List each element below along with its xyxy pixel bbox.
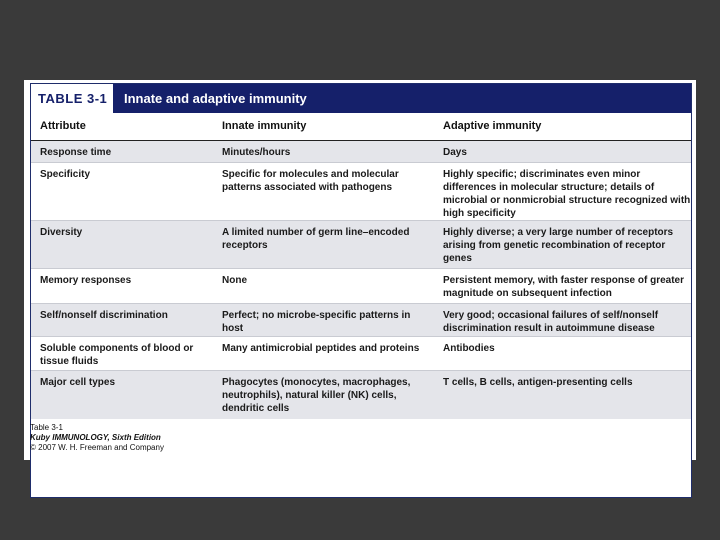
row-attribute: Soluble components of blood or tissue fluids <box>40 343 194 367</box>
caption-book-title: Kuby IMMUNOLOGY, Sixth Edition <box>30 433 161 442</box>
table-title: Innate and adaptive immunity <box>124 91 307 106</box>
row-adaptive: Highly diverse; a very large number of receptors arising from genetic recombination of receptor genes <box>443 227 674 264</box>
table-row <box>31 304 691 337</box>
table-row <box>31 269 691 304</box>
row-innate: Specific for molecules and molecular patterns associated with pathogens <box>222 169 399 193</box>
row-adaptive: Highly specific; discriminates even minor differences in molecular structure; details of microbial or nonmicrobial structure recognized with high specificity <box>443 169 691 219</box>
row-attribute: Memory responses <box>40 275 132 286</box>
table-row <box>31 371 691 419</box>
caption-copyright: © 2007 W. H. Freeman and Company <box>30 443 164 452</box>
row-adaptive: Days <box>443 147 467 158</box>
row-innate: Minutes/hours <box>222 147 291 158</box>
table-caption <box>30 423 164 453</box>
row-attribute: Major cell types <box>40 377 116 388</box>
column-header-adaptive: Adaptive immunity <box>443 120 542 132</box>
row-innate: Phagocytes (monocytes, macrophages, neutrophils), natural killer (NK) cells, dendritic cells <box>222 377 411 414</box>
row-adaptive: Persistent memory, with faster response of greater magnitude on subsequent infection <box>443 275 685 299</box>
column-header-innate: Innate immunity <box>222 120 307 132</box>
row-attribute: Self/nonself discrimination <box>40 310 168 321</box>
table-label: TABLE 3-1 <box>31 84 113 113</box>
table-row <box>31 337 691 371</box>
row-adaptive: T cells, B cells, antigen-presenting cells <box>443 377 633 388</box>
caption-table-number: Table 3-1 <box>30 423 63 432</box>
column-headers <box>31 113 691 141</box>
row-attribute: Specificity <box>40 169 91 180</box>
slide-sheet <box>24 80 696 460</box>
row-innate: None <box>222 275 247 286</box>
table-row <box>31 221 691 269</box>
table-row <box>31 141 691 163</box>
table-row <box>31 163 691 221</box>
row-adaptive: Very good; occasional failures of self/nonself discrimination result in autoimmune disease <box>443 310 659 334</box>
row-innate: Many antimicrobial peptides and proteins <box>222 343 420 354</box>
row-attribute: Response time <box>40 147 112 158</box>
row-innate: Perfect; no microbe-specific patterns in host <box>222 310 411 334</box>
column-header-attribute: Attribute <box>40 120 86 132</box>
table-header-bar <box>31 84 691 113</box>
row-attribute: Diversity <box>40 227 83 238</box>
row-innate: A limited number of germ line–encoded receptors <box>222 227 410 251</box>
row-adaptive: Antibodies <box>443 343 495 354</box>
